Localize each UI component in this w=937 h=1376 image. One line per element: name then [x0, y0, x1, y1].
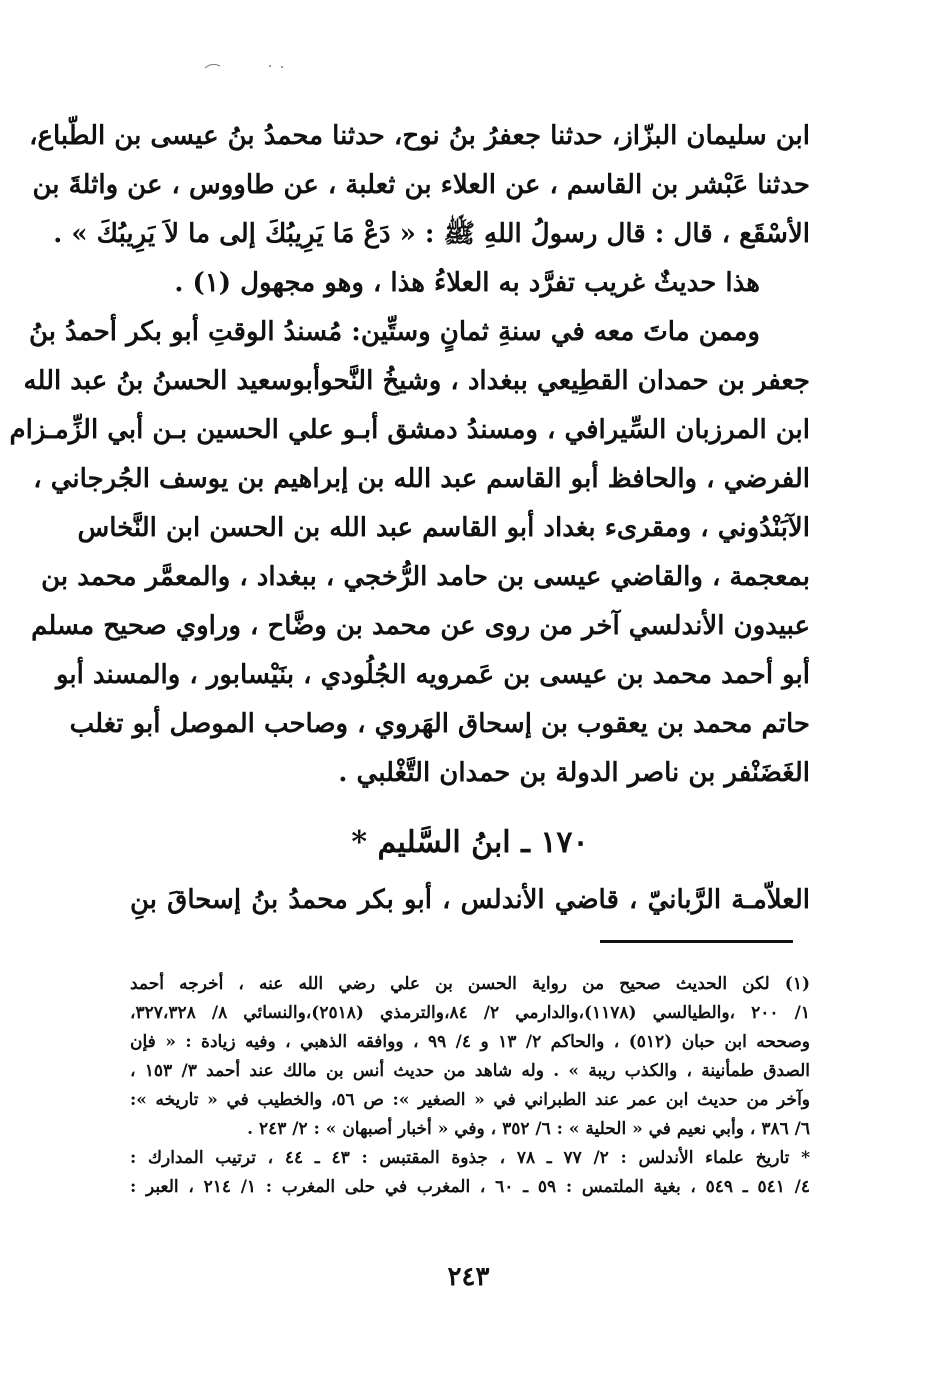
text-line: ابن المرزبان السِّيرافي ، ومسندُ دمشق أبـو علي الحسين بـن أبي الزِّمـزام: [9, 415, 810, 445]
text-line: الأسْقَع ، قال : قال رسولُ اللهِ ﷺ : « دَعْ مَا يَرِيبُكَ إلى ما لاَ يَرِيبُكَ » .: [53, 219, 810, 249]
text-line: حدثنا عَبْشر بن القاسم ، عن العلاء بن ثعلبة ، عن طاووس ، عن واثلةَ بن: [32, 170, 810, 200]
footnote-line: (١) لكن الحديث صحيح من رواية الحسن بن علي رضي الله عنه ، أخرجه أحمد: [130, 974, 810, 994]
footnote-line: الصدق طمأنينة ، والكذب ريبة » . وله شاهد من حديث أنس بن مالك عند أحمد ٣/ ١٥٣ ،: [130, 1061, 810, 1081]
footnote-divider: [600, 940, 793, 943]
text-line: أبو أحمد محمد بن عيسى بن عَمرويه الجُلُودي ، بنَيْسابور ، والمسند أبو: [55, 660, 810, 690]
page-number: ٢٤٣: [447, 1262, 490, 1292]
text-line: بمعجمة ، والقاضي عيسى بن حامد الرُّخجي ، ببغداد ، والمعمَّر محمد بن: [41, 562, 810, 592]
text-line: عبيدون الأندلسي آخر من روى عن محمد بن وضَّاح ، وراوي صحيح مسلم: [31, 611, 810, 641]
footnotes: [130, 970, 810, 1202]
footnote-line: وصححه ابن حبان (٥١٢) ، والحاكم ٢/ ١٣ و ٤/ ٩٩ ، ووافقه الذهبي ، وفيه زيادة : « فإن: [130, 1032, 810, 1052]
text-line: حاتم محمد بن يعقوب بن إسحاق الهَروي ، وصاحب الموصل أبو تغلب: [69, 709, 810, 739]
text-line: جعفر بن حمدان القطِيعي ببغداد ، وشيخُ النَّحوأبوسعيد الحسنُ بنُ عبد الله: [23, 366, 810, 396]
footnote-line: * تاريخ علماء الأندلس : ٢/ ٧٧ ـ ٧٨ ، جذوة المقتبس : ٤٣ ـ ٤٤ ، ترتيب المدارك :: [130, 1148, 810, 1168]
text-line: وممن ماتَ معه في سنةِ ثمانٍ وستِّين: مُسندُ الوقتِ أبو بكر أحمدُ بنُ: [28, 317, 760, 347]
entry-bio-line: العلاّمـة الرَّبانيّ ، قاضي الأندلس ، أبو بكر محمدُ بنُ إسحاقَ بنِ: [130, 885, 810, 915]
footnote-line: وآخر من حديث ابن عمر عند الطبراني في « الصغير »: ص ٥٦، والخطيب في « تاريخه »:: [130, 1090, 811, 1110]
footnote-line: ١/ ٢٠٠ ،والطيالسي (١١٧٨)،والدارمي ٢/ ٨٤،والترمذي (٢٥١٨)،والنسائي ٨/ ٣٢٧،٣٢٨،: [130, 1003, 810, 1023]
text-line: ابن سليمان البزّاز، حدثنا جعفرُ بنُ نوح، حدثنا محمدُ بنُ عيسى بن الطّباع،: [29, 121, 810, 151]
entry-heading: ١٧٠ ـ ابنُ السَّليم *: [351, 825, 589, 860]
text-line: الآبَنْدُوني ، ومقرىء بغداد أبو القاسم عبد الله بن الحسن ابن النَّخاس: [77, 513, 810, 543]
text-line: الفرضي ، والحافظ أبو القاسم عبد الله بن إبراهيم بن يوسف الجُرجاني ،: [33, 464, 810, 494]
main-text: [9, 112, 810, 798]
text-line: هذا حديثٌ غريب تفرَّد به العلاءُ هذا ، وهو مجهول (١) .: [174, 268, 760, 298]
footnote-line: ٤/ ٥٤١ ـ ٥٤٩ ، بغية الملتمس : ٥٩ ـ ٦٠ ، المغرب في حلى المغرب : ١/ ٢١٤ ، العبر :: [130, 1177, 810, 1197]
footnote-line: ٦/ ٣٨٦ ، وأبي نعيم في « الحلية » : ٦/ ٣٥٢ ، وفي « أخبار أصبهان » : ٢/ ٢٤٣ .: [247, 1119, 810, 1139]
scan-speck-decoration: [200, 60, 290, 70]
text-line: الغَضَنْفر بن ناصر الدولة بن حمدان التَّغْلبي .: [338, 758, 810, 788]
